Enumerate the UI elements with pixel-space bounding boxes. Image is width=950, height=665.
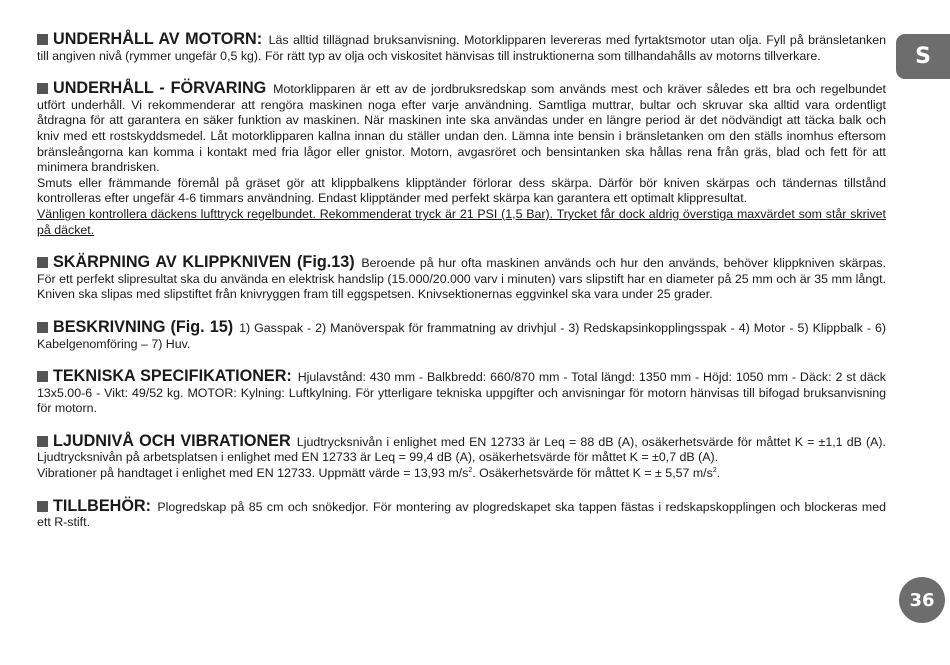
section-heading: UNDERHÅLL - FÖRVARING: [53, 79, 267, 98]
section-description: [37, 317, 887, 352]
manual-page-content: [37, 32, 886, 548]
section-noise-vibration: [37, 431, 886, 482]
section-heading: TEKNISKA SPECIFIKATIONER:: [53, 367, 292, 386]
square-bullet-icon: [37, 257, 48, 268]
section-knife-sharpening: [37, 255, 886, 303]
tire-pressure-note: Vänligen kontrollera däckens lufttryck regelbundet. Rekommenderat tryck är 21 PSI (1,5 Bar). Trycket får dock aldrig överstiga maxvärdet som står skrivet på däcket.: [37, 206, 886, 237]
section-heading: TILLBEHÖR:: [53, 496, 152, 515]
square-bullet-icon: [37, 436, 48, 447]
section-accessories: [37, 496, 886, 531]
page-number-badge: 36: [899, 577, 945, 623]
section-text: Beroende på hur ofta maskinen används och hur den används, behöver klippkniven skärpas. För ett perfekt slipresultat ska du använda en elektrisk handslip (15.000/20.000 varv i minuten) vars slipstift har en diameter på 25 mm och är 35 mm långt. Kniven ska slipas med slipstiftet från knivryggen fram till eggspetsen. Knivsektionernas eggvinkel ska vara under 25 grader.: [37, 256, 886, 302]
square-bullet-icon: [37, 371, 48, 382]
section-text: Hjulavstånd: 430 mm - Balkbredd: 660/870 mm - Total längd: 1350 mm - Höjd: 1050 mm - Däck: 2 st däck 13x5.00-6 - Vikt: 49/52 kg. MOTOR: Kylning: Luftkylning. För ytterligare tekniska uppgifter och anvisningar för motorn hänvisas till bifogad bruksanvisning för motorn.: [37, 370, 886, 416]
section-heading: LJUDNIVÅ OCH VIBRATIONER: [53, 431, 291, 450]
section-engine-maintenance: [37, 32, 886, 64]
vibration-text: [37, 466, 886, 482]
square-bullet-icon: [37, 83, 48, 94]
uncertainty-text: . Osäkerhetsvärde för måttet K = ± 5,57 m/s: [472, 466, 713, 481]
section-paragraph: Smuts eller främmande föremål på gräset gör att klippbalkens klipptänder förlorar dess skärpa. Därför bör kniven skärpas och tändernas tillstånd kontrolleras efter ungefär 4-6 timmars användning. Endast klipptänder med perfekt skärpa kan garantera ett optimalt klippresultat.: [37, 175, 886, 206]
superscript: 2: [712, 466, 717, 474]
square-bullet-icon: [37, 501, 48, 512]
section-text: Ljudtrycksnivån i enlighet med EN 12733 är Leq = 88 dB (A), osäkerhetsvärde för måttet K = ±1,1 dB (A). Ljudtrycksnivån på arbetsplatsen i enlighet med EN 12733 är Leq = 99,4 dB (A), osäkerhetsvärde för måttet K = ±0,7 dB (A).: [37, 434, 886, 465]
section-heading: BESKRIVNING (Fig. 15): [53, 317, 234, 336]
section-maintenance-storage: [37, 81, 886, 238]
vibration-value-text: Vibrationer på handtaget i enlighet med EN 12733. Uppmätt värde = 13,93 m/s: [37, 466, 469, 481]
end-punctuation: .: [716, 466, 721, 481]
section-heading: SKÄRPNING AV KLIPPKNIVEN (Fig.13): [53, 253, 355, 272]
section-text: 1) Gasspak - 2) Manöverspak för frammatning av drivhjul - 3) Redskapsinkopplingsspak - 4) Motor - 5) Klippbalk - 6) Kabelgenomföring – 7) Huv.: [37, 320, 887, 351]
section-text: Motorklipparen är ett av de jordbruksredskap som används mest och kräver således ett bra och regelbundet utfört underhåll. Vi rekommenderar att rengöra maskinen noga efter varje användning. Samtliga muttrar, bultar och skruvar ska alltid vara ordentligt åtdragna för att garantera en säker funktion av maskinen. När maskinen inte ska användas under en längre period är det nödvändigt att täcka balk och kniv med ett rostskyddsmedel. Låt motorklipparen kallna innan du ställer undan den. Lämna inte bensin i bränsletanken om den ställs inomhus eftersom bränsleångorna kan komma i kontakt med fria lågor eller gnistor. Motorn, avgasröret och bensintanken ska hållas rena från gräs, blad och fett för att minimera brandrisken.: [37, 82, 886, 175]
section-text: Plogredskap på 85 cm och snökedjor. För montering av plogredskapet ska tappen fästas i redskapskopplingen och blockeras med ett R-stift.: [37, 499, 886, 530]
section-technical-specs: [37, 369, 886, 417]
square-bullet-icon: [37, 322, 48, 333]
language-tab: S: [896, 34, 950, 79]
section-heading: UNDERHÅLL AV MOTORN:: [53, 30, 263, 48]
square-bullet-icon: [37, 34, 48, 45]
section-text: Läs alltid tillägnad bruksanvisning. Motorklipparen levereras med fyrtaktsmotor utan olja. Fyll på bränsletanken till angiven nivå (rymmer ungefär 0,5 kg). För rätt typ av olja och viskositet hänvisas till instruktionerna som tillhandahålls av motorns tillverkare.: [37, 33, 886, 63]
superscript: 2: [468, 466, 473, 474]
